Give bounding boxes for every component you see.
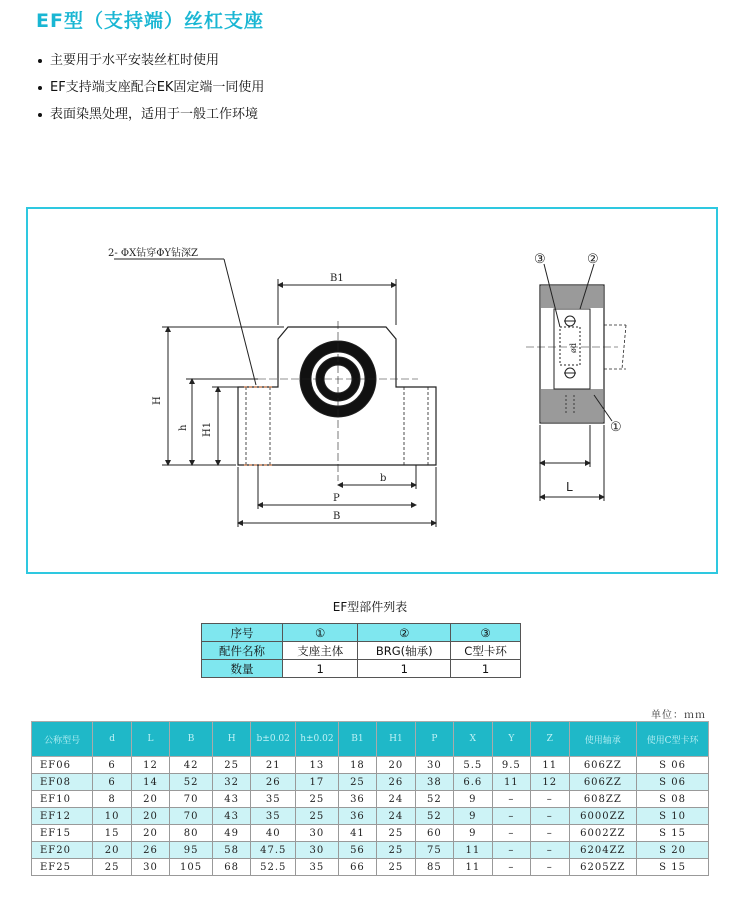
spec-row bbox=[32, 808, 709, 825]
spec-cell: EF08 bbox=[32, 774, 93, 791]
parts-header-cell: ① bbox=[283, 624, 358, 642]
spec-cell: 10 bbox=[93, 808, 131, 825]
spec-cell: 9 bbox=[454, 808, 492, 825]
spec-cell: – bbox=[531, 808, 569, 825]
spec-cell: 80 bbox=[170, 825, 213, 842]
spec-header-cell: Z bbox=[531, 722, 569, 757]
dim-l: L bbox=[566, 480, 573, 494]
spec-cell: 25 bbox=[93, 859, 131, 876]
dim-h1: H1 bbox=[202, 421, 213, 437]
spec-cell: 21 bbox=[251, 757, 296, 774]
spec-cell: 66 bbox=[338, 859, 376, 876]
spec-cell: 36 bbox=[338, 808, 376, 825]
spec-cell: S 10 bbox=[637, 808, 709, 825]
spec-cell: 105 bbox=[170, 859, 213, 876]
spec-cell: 20 bbox=[131, 825, 169, 842]
spec-cell: 9 bbox=[454, 825, 492, 842]
spec-row bbox=[32, 825, 709, 842]
spec-cell: 35 bbox=[251, 808, 296, 825]
parts-table bbox=[201, 623, 521, 678]
spec-cell: – bbox=[531, 825, 569, 842]
spec-cell: EF15 bbox=[32, 825, 93, 842]
spec-cell: 6000ZZ bbox=[569, 808, 637, 825]
spec-cell: 25 bbox=[338, 774, 376, 791]
callout-3: ③ bbox=[534, 252, 546, 267]
spec-cell: 60 bbox=[415, 825, 453, 842]
spec-cell: 43 bbox=[212, 791, 250, 808]
page-title: EF型（支持端）丝杠支座 bbox=[36, 10, 264, 32]
spec-cell: 11 bbox=[454, 842, 492, 859]
spec-header-row bbox=[32, 722, 709, 757]
spec-body bbox=[32, 757, 709, 876]
spec-cell: 6 bbox=[93, 774, 131, 791]
spec-cell: 25 bbox=[377, 825, 415, 842]
spec-cell: 35 bbox=[296, 859, 339, 876]
parts-header-cell: ③ bbox=[451, 624, 521, 642]
spec-cell: 70 bbox=[170, 808, 213, 825]
spec-table bbox=[31, 721, 709, 876]
spec-cell: 25 bbox=[377, 859, 415, 876]
parts-cell: 支座主体 bbox=[283, 642, 358, 660]
spec-cell: 85 bbox=[415, 859, 453, 876]
parts-cell: 1 bbox=[358, 660, 451, 678]
feature-item: EF支持端支座配合EK固定端一同使用 bbox=[38, 79, 264, 106]
spec-cell: 30 bbox=[415, 757, 453, 774]
spec-cell: 36 bbox=[338, 791, 376, 808]
spec-cell: 25 bbox=[377, 842, 415, 859]
spec-header-cell: 使用C型卡环 bbox=[637, 722, 709, 757]
spec-cell: 9 bbox=[454, 791, 492, 808]
callout-1: ① bbox=[610, 420, 622, 435]
dim-b1: B1 bbox=[330, 273, 344, 284]
spec-cell: 606ZZ bbox=[569, 774, 637, 791]
parts-header-cell: ② bbox=[358, 624, 451, 642]
spec-cell: 13 bbox=[296, 757, 339, 774]
spec-header-cell: P bbox=[415, 722, 453, 757]
dim-h: h bbox=[178, 424, 189, 431]
callout-2: ② bbox=[587, 252, 599, 267]
spec-cell: S 15 bbox=[637, 825, 709, 842]
spec-cell: 11 bbox=[531, 757, 569, 774]
spec-cell: 6205ZZ bbox=[569, 859, 637, 876]
spec-row bbox=[32, 791, 709, 808]
unit-label: 单位：ｍｍ bbox=[651, 710, 706, 721]
spec-cell: 14 bbox=[131, 774, 169, 791]
spec-cell: EF25 bbox=[32, 859, 93, 876]
spec-cell: 43 bbox=[212, 808, 250, 825]
spec-cell: 606ZZ bbox=[569, 757, 637, 774]
spec-cell: – bbox=[492, 808, 530, 825]
spec-cell: 70 bbox=[170, 791, 213, 808]
spec-cell: 30 bbox=[296, 825, 339, 842]
parts-header-cell: 序号 bbox=[202, 624, 283, 642]
spec-cell: S 20 bbox=[637, 842, 709, 859]
spec-header-cell: h±0.02 bbox=[296, 722, 339, 757]
spec-header-cell: Y bbox=[492, 722, 530, 757]
spec-cell: 6204ZZ bbox=[569, 842, 637, 859]
spec-header-cell: B bbox=[170, 722, 213, 757]
spec-cell: – bbox=[492, 825, 530, 842]
spec-cell: 52.5 bbox=[251, 859, 296, 876]
spec-cell: 40 bbox=[251, 825, 296, 842]
drawing-svg bbox=[28, 209, 720, 576]
spec-cell: 9.5 bbox=[492, 757, 530, 774]
spec-cell: 12 bbox=[131, 757, 169, 774]
feature-item: 主要用于水平安装丝杠时使用 bbox=[38, 52, 264, 79]
dim-b: b bbox=[380, 473, 387, 484]
spec-cell: 15 bbox=[93, 825, 131, 842]
spec-cell: S 06 bbox=[637, 774, 709, 791]
spec-cell: 30 bbox=[131, 859, 169, 876]
spec-cell: 6 bbox=[93, 757, 131, 774]
spec-header-cell: 使用轴承 bbox=[569, 722, 637, 757]
spec-cell: 75 bbox=[415, 842, 453, 859]
spec-header-cell: H bbox=[212, 722, 250, 757]
spec-cell: – bbox=[531, 791, 569, 808]
spec-row bbox=[32, 757, 709, 774]
spec-header-cell: H1 bbox=[377, 722, 415, 757]
spec-cell: 11 bbox=[454, 859, 492, 876]
parts-cell: C型卡环 bbox=[451, 642, 521, 660]
spec-cell: – bbox=[492, 859, 530, 876]
spec-cell: 25 bbox=[212, 757, 250, 774]
spec-cell: 608ZZ bbox=[569, 791, 637, 808]
spec-cell: S 06 bbox=[637, 757, 709, 774]
dim-b-total: B bbox=[333, 511, 341, 522]
spec-cell: 30 bbox=[296, 842, 339, 859]
spec-cell: 5.5 bbox=[454, 757, 492, 774]
spec-cell: EF10 bbox=[32, 791, 93, 808]
spec-cell: 41 bbox=[338, 825, 376, 842]
spec-cell: 47.5 bbox=[251, 842, 296, 859]
spec-header-cell: B1 bbox=[338, 722, 376, 757]
spec-cell: 95 bbox=[170, 842, 213, 859]
parts-cell: BRG(轴承) bbox=[358, 642, 451, 660]
spec-cell: 20 bbox=[93, 842, 131, 859]
spec-cell: 24 bbox=[377, 791, 415, 808]
spec-cell: 49 bbox=[212, 825, 250, 842]
parts-list-title: EF型部件列表 bbox=[332, 600, 408, 614]
spec-cell: 20 bbox=[377, 757, 415, 774]
parts-header-row bbox=[202, 624, 521, 642]
spec-cell: 8 bbox=[93, 791, 131, 808]
spec-cell: 6002ZZ bbox=[569, 825, 637, 842]
parts-row-label: 配件名称 bbox=[202, 642, 283, 660]
feature-item: 表面染黑处理，适用于一般工作环境 bbox=[38, 106, 264, 133]
spec-cell: 25 bbox=[296, 791, 339, 808]
spec-cell: – bbox=[492, 842, 530, 859]
spec-cell: 6.6 bbox=[454, 774, 492, 791]
dim-h-total: H bbox=[152, 396, 163, 405]
parts-row bbox=[202, 642, 521, 660]
spec-cell: 52 bbox=[170, 774, 213, 791]
spec-header-cell: d bbox=[93, 722, 131, 757]
spec-cell: 35 bbox=[251, 791, 296, 808]
spec-cell: 20 bbox=[131, 808, 169, 825]
spec-cell: 18 bbox=[338, 757, 376, 774]
spec-cell: – bbox=[531, 842, 569, 859]
spec-row bbox=[32, 842, 709, 859]
parts-cell: 1 bbox=[283, 660, 358, 678]
spec-cell: S 08 bbox=[637, 791, 709, 808]
spec-cell: – bbox=[531, 859, 569, 876]
spec-cell: 42 bbox=[170, 757, 213, 774]
spec-cell: 58 bbox=[212, 842, 250, 859]
spec-cell: 52 bbox=[415, 808, 453, 825]
spec-cell: 12 bbox=[531, 774, 569, 791]
parts-row-label: 数量 bbox=[202, 660, 283, 678]
spec-cell: 25 bbox=[296, 808, 339, 825]
dim-p: P bbox=[333, 493, 340, 504]
spec-header-cell: X bbox=[454, 722, 492, 757]
spec-cell: – bbox=[492, 791, 530, 808]
spec-cell: 32 bbox=[212, 774, 250, 791]
feature-list bbox=[38, 52, 264, 133]
spec-cell: 24 bbox=[377, 808, 415, 825]
spec-row bbox=[32, 774, 709, 791]
spec-cell: EF12 bbox=[32, 808, 93, 825]
spec-cell: EF20 bbox=[32, 842, 93, 859]
spec-cell: 20 bbox=[131, 791, 169, 808]
technical-drawing bbox=[26, 207, 718, 574]
spec-header-cell: 公称型号 bbox=[32, 722, 93, 757]
spec-row bbox=[32, 859, 709, 876]
dim-d: ød bbox=[569, 343, 578, 353]
spec-cell: 11 bbox=[492, 774, 530, 791]
spec-cell: 56 bbox=[338, 842, 376, 859]
spec-cell: S 15 bbox=[637, 859, 709, 876]
spec-cell: 26 bbox=[251, 774, 296, 791]
spec-cell: EF06 bbox=[32, 757, 93, 774]
spec-header-cell: b±0.02 bbox=[251, 722, 296, 757]
spec-cell: 26 bbox=[377, 774, 415, 791]
spec-cell: 17 bbox=[296, 774, 339, 791]
spec-cell: 26 bbox=[131, 842, 169, 859]
parts-row bbox=[202, 660, 521, 678]
hole-note: 2- ΦX钻穿ΦY钻深Z bbox=[108, 248, 198, 259]
parts-cell: 1 bbox=[451, 660, 521, 678]
spec-cell: 38 bbox=[415, 774, 453, 791]
spec-cell: 52 bbox=[415, 791, 453, 808]
spec-cell: 68 bbox=[212, 859, 250, 876]
spec-header-cell: L bbox=[131, 722, 169, 757]
